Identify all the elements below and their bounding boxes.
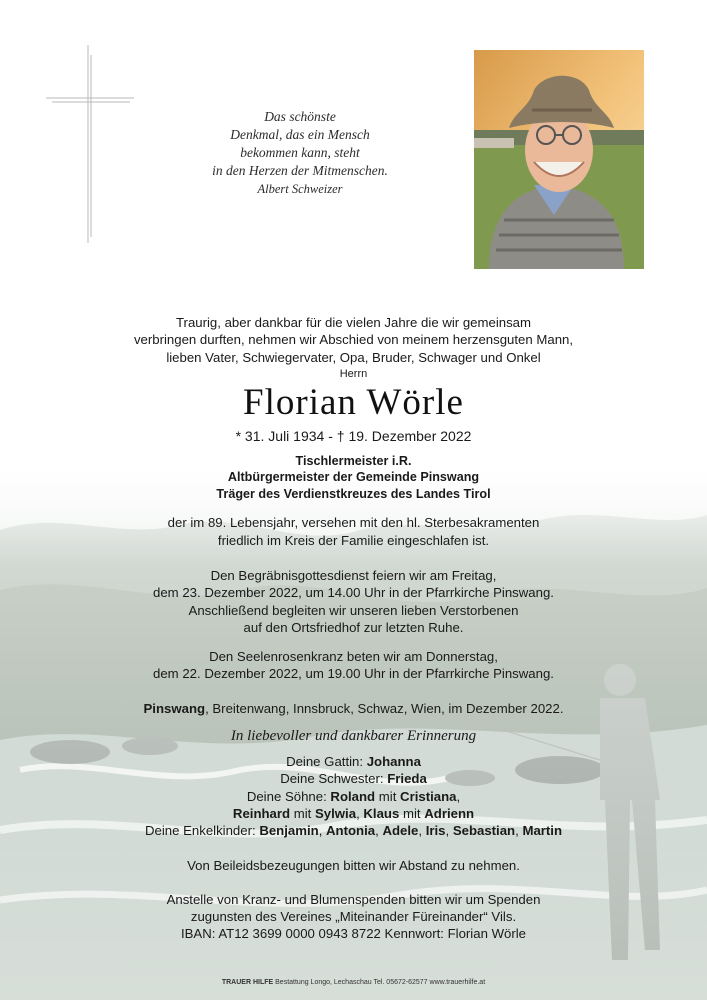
funeral-home-footer [0,979,707,986]
salutation: Herrn [339,367,368,380]
grandchildren-label: Deine Enkelkinder: [144,823,260,839]
portrait-photo [474,50,644,269]
memorial-quote [180,108,420,198]
title-line: Tischlermeister i.R. [295,453,412,468]
family-wife [0,753,707,770]
family-grandchildren: Deine Enkelkinder: Benjamin, Antonia, Adele, Iris, Sebastian, Martin [144,823,563,839]
intro-line: verbringen durften, nehmen wir Abschied von meinem herzensguten Mann, [133,332,574,348]
family-sister [0,770,707,787]
wife-label: Deine Gattin: [286,754,367,770]
family-sons-2 [0,805,707,822]
funeral-line: auf den Ortsfriedhof zur letzten Ruhe. [243,619,464,635]
place-town: Pinswang [143,700,206,716]
grandchild-name: Martin [522,823,563,839]
honorary-titles [0,453,707,503]
donation-line: zugunsten des Vereines „Miteinander Füreinander“ Vils. [190,909,517,925]
with-text: mit [290,805,315,821]
sister-label: Deine Schwester: [280,771,388,787]
donation-notice [0,891,707,943]
with-text: mit [399,805,425,821]
intro-text [0,314,707,366]
donation-line: Anstelle von Kranz- und Blumenspenden bitten wir um Spenden [166,891,541,907]
with-text: mit [375,788,401,804]
quote-line: Denkmal, das ein Mensch [230,127,370,142]
death-line: friedlich im Kreis der Familie eingeschlafen ist. [217,532,490,548]
quote-line: in den Herzen der Mitmenschen. [212,163,388,178]
funeral-info [0,567,707,636]
obituary-content [0,314,707,943]
life-dates: * 31. Juli 1934 - † 19. Dezember 2022 [235,427,472,444]
deceased-name: Florian Wörle [243,381,464,423]
separator: , [356,805,364,821]
footer-text: Bestattung Longo, Lechaschau Tel. 05672-62577 www.trauerhilfe.at [273,979,486,986]
partner-name: Sylwia [315,805,357,821]
intro-line: Traurig, aber dankbar für die vielen Jahre die wir gemeinsam [175,315,531,330]
rosary-line: Den Seelenrosenkranz beten wir am Donnerstag, [209,649,498,665]
place-and-date [0,700,707,717]
funeral-line: Anschließend begleiten wir unseren lieben Verstorbenen [188,602,519,618]
grandchild-name: Iris [425,823,446,839]
funeral-line: dem 23. Dezember 2022, um 14.00 Uhr in der Pfarrkirche Pinswang. [153,585,554,601]
title-line: Altbürgermeister der Gemeinde Pinswang [227,470,480,485]
rosary-info [0,648,707,683]
son-name: Reinhard [232,805,291,821]
quote-line: bekommen kann, steht [240,145,360,160]
remembrance-line: In liebevoller und dankbarer Erinnerung [230,728,477,745]
quote-author: Albert Schweizer [257,182,343,196]
partner-name: Cristiana [400,788,457,804]
sons-label: Deine Söhne: [246,788,331,804]
cross-icon [46,45,136,245]
donation-line: IBAN: AT12 3699 0000 0943 8722 Kennwort: Florian Wörle [180,926,527,942]
son-name: Roland [330,788,376,804]
footer-brand: TRAUER HILFE [221,979,274,986]
grandchild-name: Benjamin [259,823,319,839]
son-name: Klaus [363,805,400,821]
quote-line: Das schönste [264,109,336,124]
family-sons [0,788,707,805]
sister-name: Frieda [387,771,427,787]
grandchild-name: Sebastian [452,823,516,839]
grandchild-name: Antonia [326,823,376,839]
death-line: der im 89. Lebensjahr, versehen mit den hl. Sterbesakramenten [167,515,540,531]
separator: , [456,788,461,804]
funeral-line: Den Begräbnisgottesdienst feiern wir am Freitag, [210,567,497,583]
place-rest: , Breitenwang, Innsbruck, Schwaz, Wien, im Dezember 2022. [205,700,564,716]
partner-name: Adrienn [424,805,475,821]
wife-name: Johanna [366,754,421,770]
title-line: Träger des Verdienstkreuzes des Landes Tirol [216,486,491,501]
grandchild-name: Adele [382,823,419,839]
rosary-line: dem 22. Dezember 2022, um 19.00 Uhr in der Pfarrkirche Pinswang. [153,666,554,682]
death-notice [0,514,707,549]
family-list [0,753,707,839]
intro-line: lieben Vater, Schwiegervater, Opa, Bruder, Schwager und Onkel [166,349,541,365]
condolence-notice: Von Beileidsbezeugungen bitten wir Abstand zu nehmen. [187,857,520,873]
